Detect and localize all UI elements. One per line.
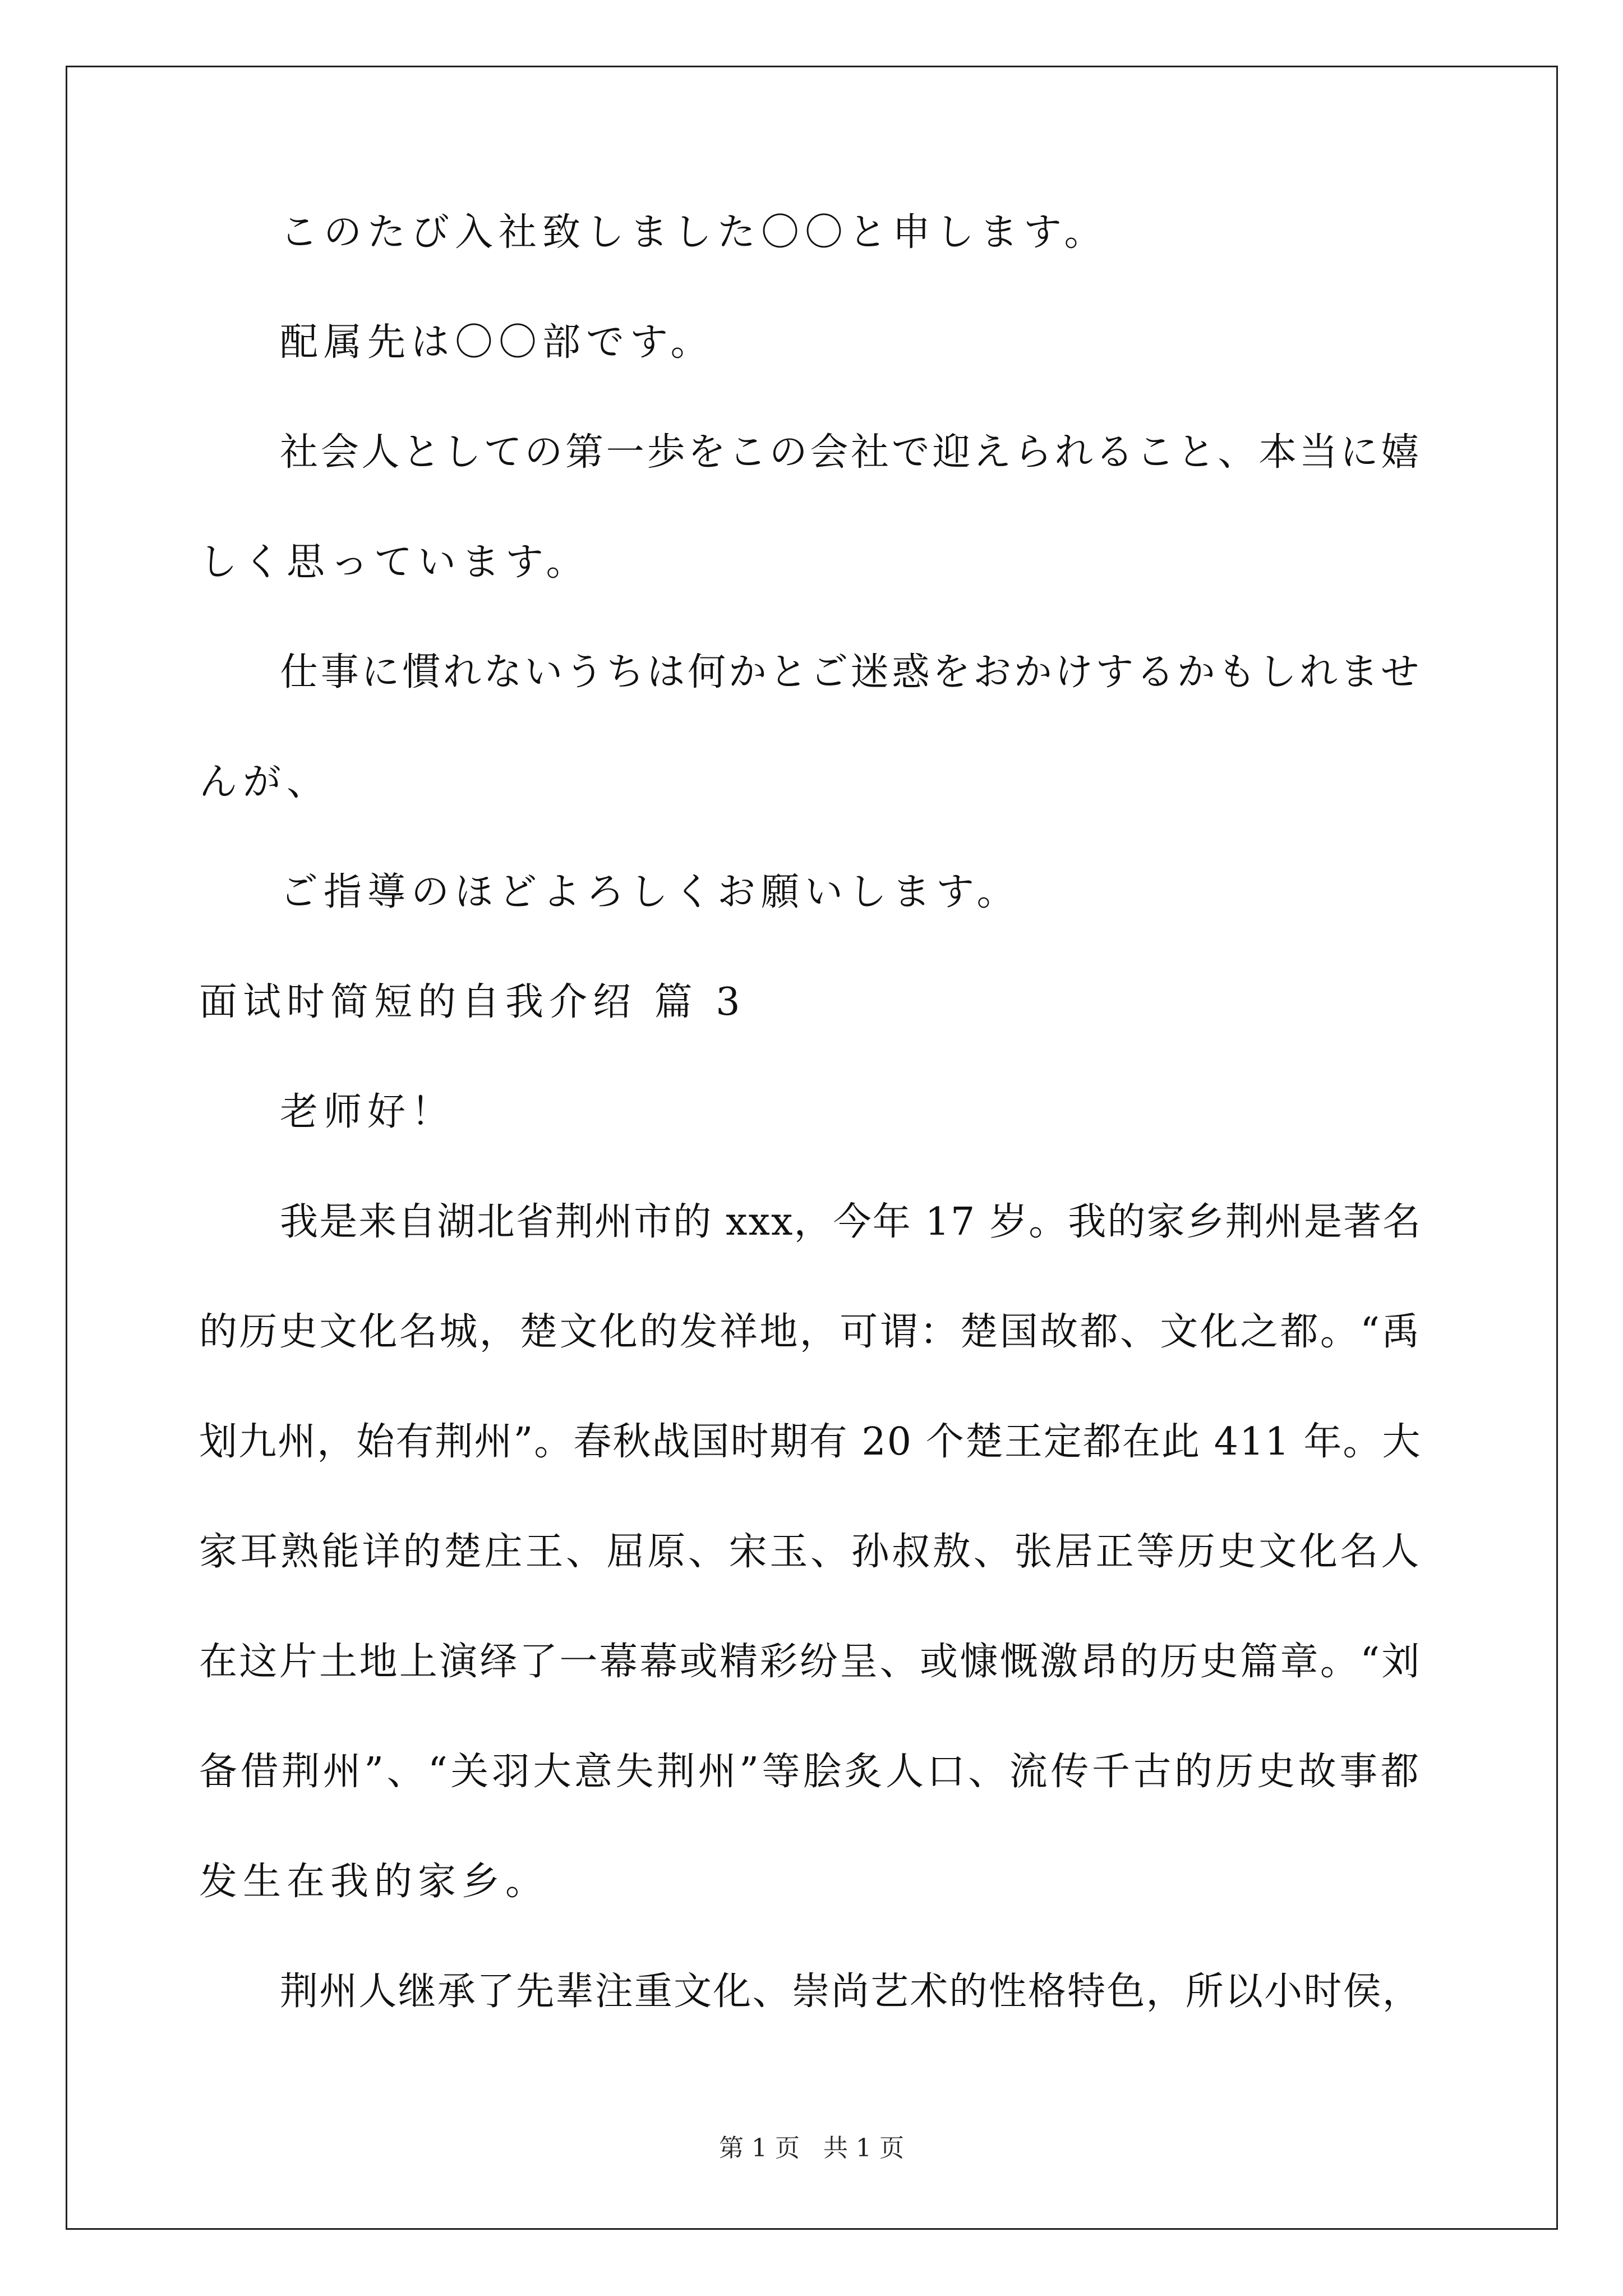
paragraph-line: 在这片土地上演绎了一幕幕或精彩纷呈、或慷慨激昂的历史篇章。“刘 bbox=[199, 1640, 1422, 1684]
paragraph-line: 家耳熟能详的楚庄王、屈原、宋玉、孙叔敖、张居正等历史文化名人 bbox=[199, 1530, 1422, 1574]
paragraph-line: このたび入社致しました〇〇と申します。 bbox=[280, 210, 1108, 255]
paragraph-line: 老师好！ bbox=[280, 1090, 455, 1134]
section-heading: 面试时简短的自我介绍 篇 3 bbox=[199, 980, 746, 1024]
paragraph-line: 的历史文化名城，楚文化的发祥地，可谓：楚国故都、文化之都。“禹 bbox=[199, 1310, 1422, 1354]
paragraph-line: 荆州人继承了先辈注重文化、崇尚艺术的性格特色，所以小时侯， bbox=[280, 1970, 1422, 2014]
paragraph-line: 备借荆州”、“关羽大意失荆州”等脍炙人口、流传千古的历史故事都 bbox=[199, 1750, 1422, 1794]
paragraph-line: んが、 bbox=[199, 760, 331, 804]
paragraph-line: 划九州，始有荆州”。春秋战国时期有 20 个楚王定都在此 411 年。大 bbox=[199, 1420, 1422, 1464]
paragraph-line: 发生在我的家乡。 bbox=[199, 1860, 550, 1904]
paragraph-line: ご指導のほどよろしくお願いします。 bbox=[280, 870, 1021, 914]
paragraph-line: 仕事に慣れないうちは何かとご迷惑をおかけするかもしれませ bbox=[280, 650, 1422, 694]
paragraph-line: 配属先は〇〇部です。 bbox=[280, 320, 714, 365]
page-number: 第 1 页 共 1 页 bbox=[719, 2134, 904, 2162]
paragraph-line: 社会人としての第一歩をこの会社で迎えられること、本当に嬉 bbox=[280, 430, 1422, 475]
paragraph-line: しく思っています。 bbox=[199, 540, 590, 585]
paragraph-line: 我是来自湖北省荆州市的 xxx，今年 17 岁。我的家乡荆州是著名 bbox=[280, 1200, 1422, 1244]
